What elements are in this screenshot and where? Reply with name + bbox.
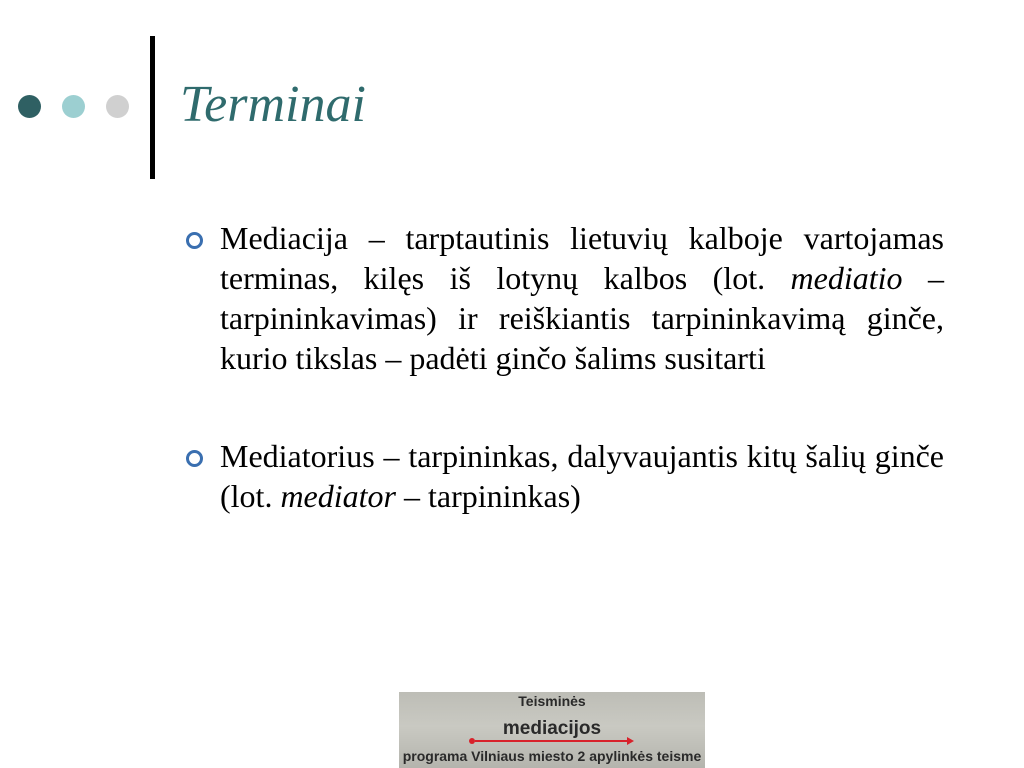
bullet-text [220,436,944,516]
bullet-text-part: Mediatorius – tarpininkas, dalyvaujantis kitų šalių ginče (lot. [220,438,944,514]
decorative-dot-light [62,95,85,118]
decorative-dot-dark [18,95,41,118]
banner-arrow-icon [627,737,634,745]
banner-red-arrow-line [475,740,629,742]
program-banner-image [399,692,705,768]
banner-line-1: Teisminės [518,693,586,709]
latin-term: mediatio [790,260,903,296]
banner-line-2: mediacijos [502,718,602,739]
slide-title: Terminai [180,76,366,133]
decorative-dot-gray [106,95,129,118]
ring-bullet-icon [186,232,203,249]
bullet-text-part: Mediacija – tarptautinis lietuvių kalboje vartojamas terminas, kilęs iš lotynų kalbos (lot. [220,220,944,296]
slide-content [186,218,944,516]
bullet-text-part: – tarpininkas) [395,478,581,514]
bullet-item-mediacija [186,218,944,378]
bullet-text-part: – tarpininkavimas) ir reiškiantis tarpininkavimą ginče, kurio tikslas – padėti ginčo šalims susitarti [220,260,944,376]
title-divider-line [150,36,155,179]
bullet-item-mediatorius [186,436,944,516]
ring-bullet-icon [186,450,203,467]
banner-line-3: programa Vilniaus miesto 2 apylinkės teisme [402,748,702,764]
latin-term: mediator [280,478,396,514]
bullet-text [220,218,944,378]
